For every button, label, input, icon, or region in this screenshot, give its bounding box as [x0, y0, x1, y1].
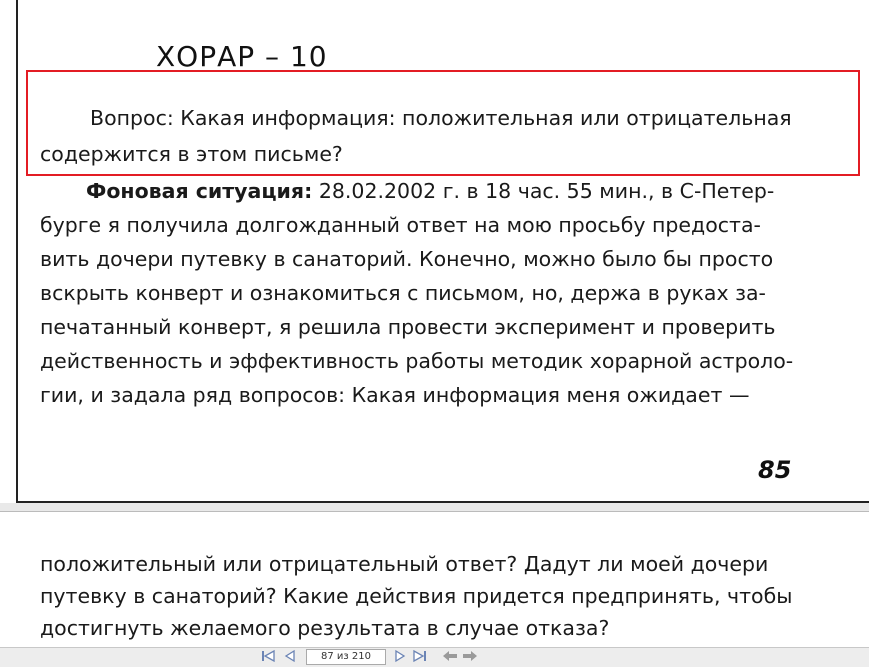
- paragraph-line: достигнуть желаемого результата в случае отказа?: [40, 616, 610, 640]
- paragraph-line: действенность и эффективность работы методик хорарной астроло-: [40, 349, 794, 373]
- navigation-toolbar: [0, 647, 869, 667]
- next-page-icon[interactable]: [391, 649, 409, 666]
- paragraph-line: бурге я получила долгожданный ответ на мою просьбу предоста-: [40, 213, 761, 237]
- paragraph-line: [40, 174, 793, 208]
- page-indicator-input[interactable]: 87 из 210: [306, 649, 386, 665]
- background-text: 28.02.2002 г. в 18 час. 55 мин., в С-Петер-: [318, 179, 775, 203]
- paragraph-line: вить дочери путевку в санаторий. Конечно, можно было бы просто: [40, 247, 774, 271]
- paragraph-line: путевку в санаторий? Какие действия придется предпринять, чтобы: [40, 584, 793, 608]
- body-paragraph: [40, 174, 793, 412]
- paragraph-line: положительный или отрицательный ответ? Дадут ли моей дочери: [40, 552, 769, 576]
- history-forward-icon[interactable]: [461, 649, 479, 666]
- paragraph-line: печатанный конверт, я решила провести эксперимент и проверить: [40, 315, 776, 339]
- paragraph-line: вскрыть конверт и ознакомиться с письмом, но, держа в руках за-: [40, 281, 766, 305]
- question-label: Вопрос:: [90, 106, 174, 130]
- last-page-icon[interactable]: [411, 649, 429, 666]
- prev-page-icon[interactable]: [281, 649, 299, 666]
- continued-paragraph: [40, 548, 792, 644]
- paragraph-line: гии, и задала ряд вопросов: Какая информация меня ожидает —: [40, 383, 750, 407]
- question-line-1: [90, 103, 792, 133]
- history-back-icon[interactable]: [441, 649, 459, 666]
- question-text: Какая информация: положительная или отрицательная: [180, 106, 792, 130]
- question-line-2: содержится в этом письме?: [40, 142, 343, 166]
- first-page-icon[interactable]: [259, 649, 277, 666]
- page-number: 85: [758, 456, 792, 484]
- document-page-next: [0, 512, 869, 647]
- background-label: Фоновая ситуация:: [86, 179, 313, 203]
- page-separator: [0, 503, 869, 512]
- chapter-title: ХОРАР – 10: [156, 40, 328, 73]
